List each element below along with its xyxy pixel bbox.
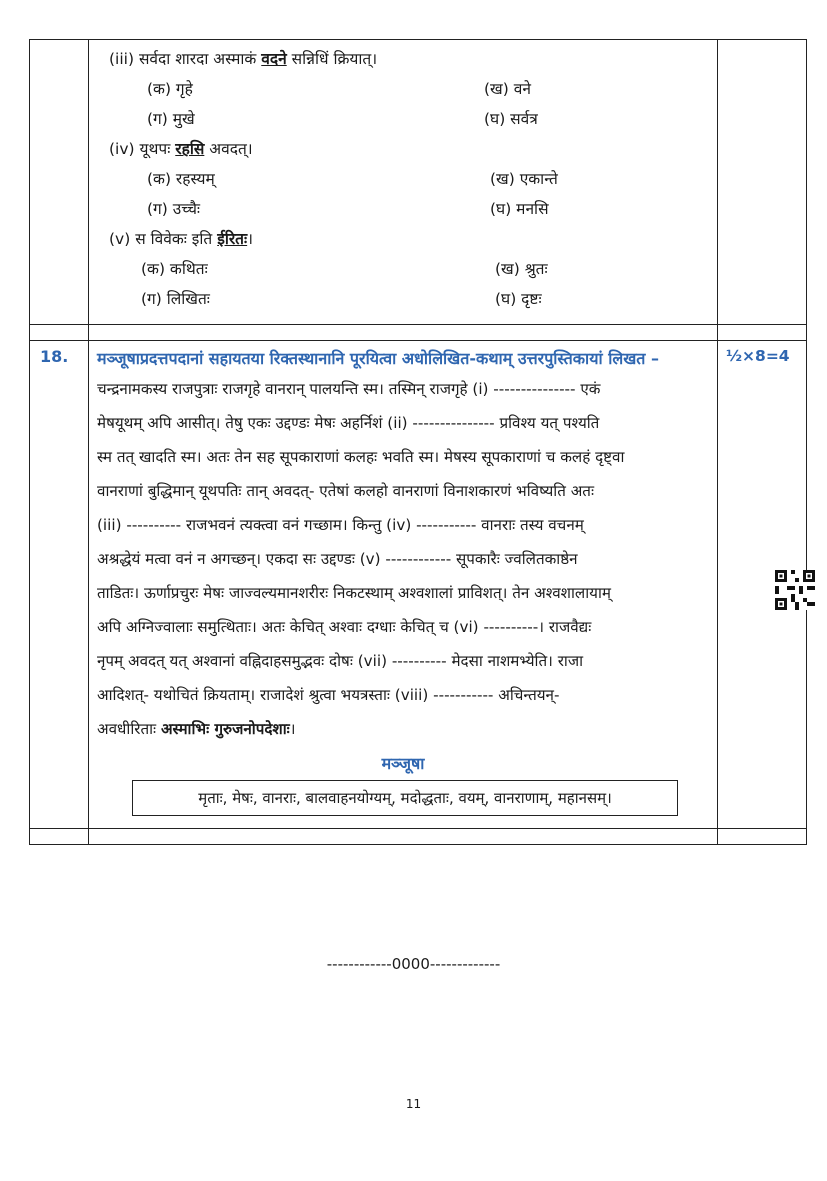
qr-code-icon (775, 570, 815, 610)
passage-line: स्म तत् खादति स्म। अतः तेन सह सूपकाराणां कलहः भवति स्म। मेषस्य सूपकाराणां च कलहं दृष्ट्वा (97, 448, 625, 466)
option: (घ) सर्वत्र (484, 110, 538, 128)
q17-v-options-row1 (89, 254, 717, 284)
q17-iv-question: (iv) यूथपः रहसि अवदत्। (109, 140, 253, 158)
passage-line: अश्रद्धेयं मत्वा वनं न अगच्छन्। एकदा सः उद्दण्डः (v) ------------ सूपकारैः ज्वलितकाष्ठेन (97, 550, 578, 568)
q17-iii-options-row1 (89, 74, 717, 104)
option: (घ) दृष्टः (495, 290, 542, 308)
q17-v-question: (v) स विवेकः इति ईरितः। (109, 230, 254, 248)
q18-passage (89, 372, 717, 746)
spacer-row (30, 325, 807, 341)
q17-iv-options-row2 (89, 194, 717, 224)
passage-line: अपि अग्निज्वालाः समुत्थिताः। अतः केचित् अश्वाः दग्धाः केचित् च (vi) ----------। राजवैद्यः (97, 618, 592, 636)
passage-last-line: अवधीरिताः अस्माभिः गुरुजनोपदेशाः। (97, 720, 296, 738)
passage-line: नृपम् अवदत् यत् अश्वानां वह्निदाहसमुद्भवः दोषः (vii) ---------- मेदसा नाशमभ्येति। राजा (97, 652, 584, 670)
q18-content (89, 341, 718, 829)
q17-iv-options-row1 (89, 164, 717, 194)
option: (ग) लिखितः (141, 290, 210, 308)
option: (घ) मनसि (490, 200, 549, 218)
passage-line: मेषयूथम् अपि आसीत्। तेषु एकः उद्दण्डः मेषः अहर्निशं (ii) --------------- प्रविश्य यत् पश्यति (97, 414, 600, 432)
q18-instruction: मञ्जूषाप्रदत्तपदानां सहायतया रिक्तस्थानानि पूरयित्वा अधोलिखित-कथाम् उत्तरपुस्तिकायां लिखत – (97, 349, 659, 368)
question-number: 18. (30, 341, 89, 829)
question-table (29, 39, 807, 845)
q17-row (30, 40, 807, 325)
option: (क) गृहे (147, 80, 193, 98)
passage-line: वानराणां बुद्धिमान् यूथपतिः तान् अवदत्- एतेषां कलहो वानराणां विनाशकारणं भविष्यति अतः (97, 482, 595, 500)
passage-line: आदिशत्- यथोचितं क्रियताम्। राजादेशं श्रुत्वा भयत्रस्ताः (viii) ----------- अचिन्तयन्- (97, 686, 560, 704)
option: (ख) एकान्ते (490, 170, 558, 188)
word-box-title: मञ्जूषा (381, 754, 425, 773)
option: (ग) उच्चैः (147, 200, 201, 218)
passage-line: चन्द्रनामकस्य राजपुत्राः राजगृहे वानरान् पालयन्ति स्म। तस्मिन् राजगृहे (i) --------------- एकं (97, 380, 601, 398)
passage-line: ताडितः। ऊर्णाप्रचुरः मेषः जाज्वल्यमानशरीरः निकटस्थाम् अश्वशालां प्राविशत्। तेन अश्वशालायाम् (97, 584, 611, 602)
option: (क) कथितः (141, 260, 208, 278)
word-box: मृताः, मेषः, वानराः, बालवाहनयोग्यम्, मदोद्धताः, वयम्, वानराणाम्, महानसम्। (132, 780, 678, 816)
q17-content (89, 40, 718, 325)
q17-iii-question: (iii) सर्वदा शारदा अस्माकं वदने सन्निधिं क्रियात्। (109, 50, 378, 68)
option: (ख) वने (484, 80, 531, 98)
q17-iii-options-row2 (89, 104, 717, 134)
option: (ख) श्रुतः (495, 260, 548, 278)
option: (क) रहस्यम् (147, 170, 215, 188)
page-number: 11 (405, 1097, 422, 1111)
marks: ½×8=4 (718, 341, 807, 829)
end-separator: ------------0000------------- (326, 955, 501, 973)
q17-v-options-row2 (89, 284, 717, 314)
spacer-row (30, 829, 807, 845)
option: (ग) मुखे (147, 110, 195, 128)
passage-line: (iii) ---------- राजभवनं त्यक्त्वा वनं गच्छाम। किन्तु (iv) ----------- वानराः तस्य वचनम् (97, 516, 584, 534)
q18-row (30, 341, 807, 829)
